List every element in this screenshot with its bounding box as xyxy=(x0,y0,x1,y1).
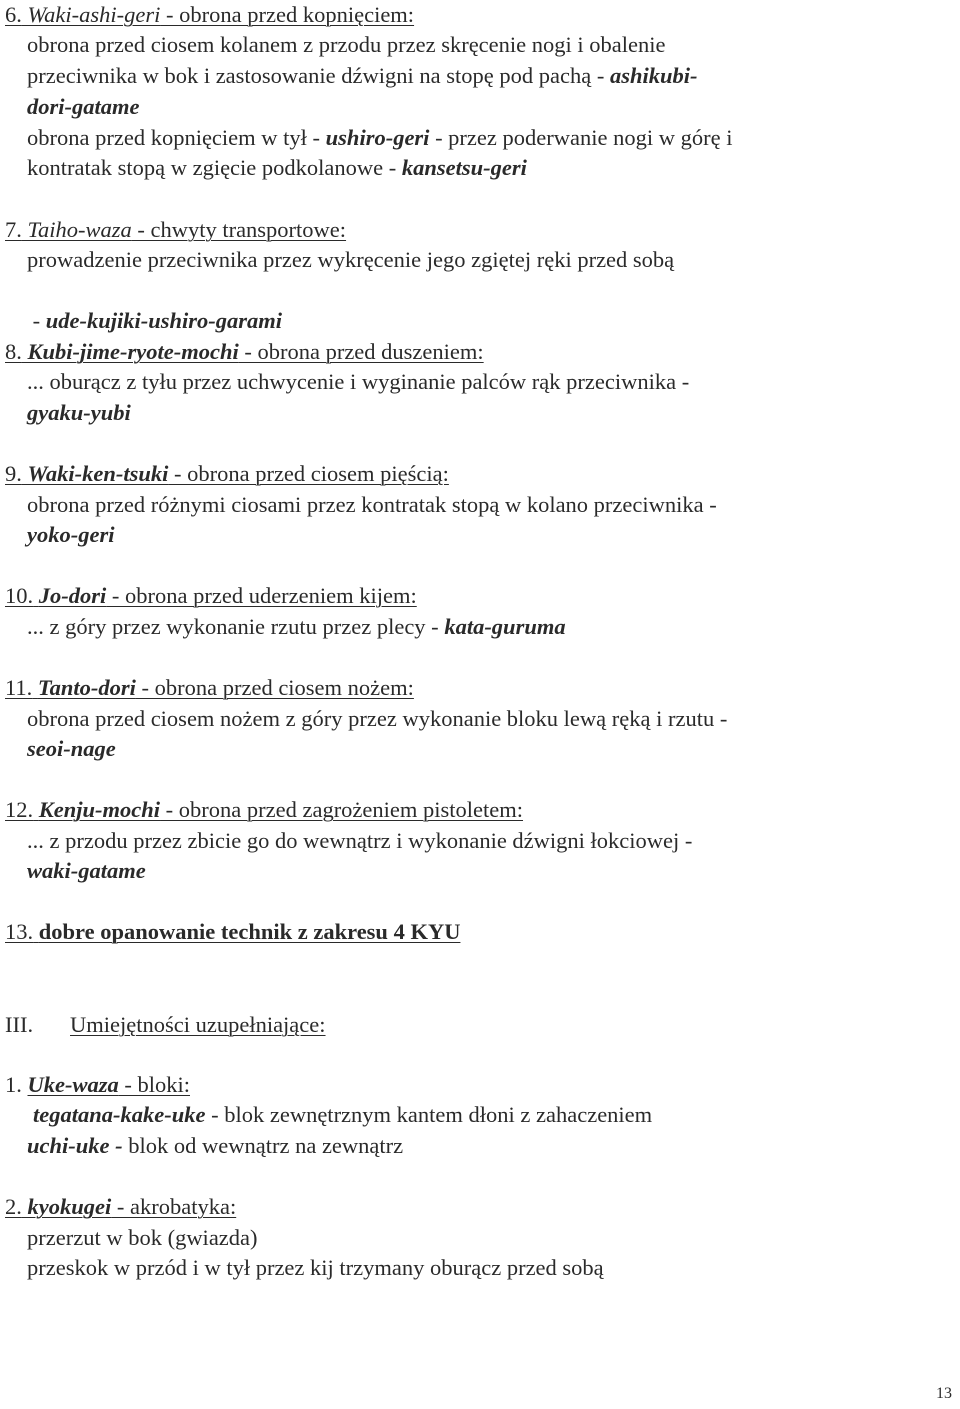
sub-1-line-2 xyxy=(27,1131,960,1161)
body-text: - przez poderwanie nogi w górę i xyxy=(429,125,733,150)
technique-term: tegatana-kake-uke xyxy=(33,1102,206,1127)
item-number: 9. xyxy=(5,461,22,486)
item-number: 10. xyxy=(5,583,34,608)
sub-1-heading xyxy=(5,1070,960,1100)
item-number: 6. xyxy=(5,2,22,27)
technique-term: kansetsu-geri xyxy=(401,155,527,180)
body-text: kontratak stopą w zgięcie podkolanowe - xyxy=(27,155,402,180)
item-12-heading-text xyxy=(5,797,523,822)
body-text: blok od wewnątrz na zewnątrz xyxy=(122,1133,404,1158)
body-text: - blok zewnętrznym kantem dłoni z zahaczeniem xyxy=(205,1102,653,1127)
technique-name: Jo-dori xyxy=(38,583,107,608)
body-text: obrona przed kopnięciem w tył - xyxy=(27,125,326,150)
technique-term: kata-guruma xyxy=(444,614,566,639)
technique-term: uchi-uke - xyxy=(27,1133,123,1158)
item-6-heading-text xyxy=(5,2,414,27)
body-text: przeciwnika w bok i zastosowanie dźwigni na stopę pod pachą - xyxy=(27,63,610,88)
sub-1-line-1 xyxy=(33,1100,960,1130)
item-7-heading-text xyxy=(5,217,346,242)
heading-description: - bloki: xyxy=(118,1072,190,1097)
technique-name: kyokugei xyxy=(27,1194,112,1219)
item-10-line-1 xyxy=(27,612,960,642)
heading-description: - obrona przed kopnięciem: xyxy=(160,2,415,27)
item-12-heading xyxy=(5,795,960,825)
section-title xyxy=(70,1010,960,1040)
heading-description: - chwyty transportowe: xyxy=(131,217,347,242)
item-8-line-2 xyxy=(27,398,960,428)
technique-name: Kenju-mochi xyxy=(38,797,161,822)
item-11-line-2 xyxy=(27,734,960,764)
item-13-heading-text xyxy=(5,919,460,944)
page-number: 13 xyxy=(936,1385,952,1402)
item-12-line-2 xyxy=(27,856,960,886)
item-7-heading xyxy=(5,215,960,245)
item-6-heading xyxy=(5,0,960,30)
item-13-text: dobre opanowanie technik z zakresu 4 KYU xyxy=(38,919,461,944)
item-8-line-1: ... oburącz z tyłu przez uchwycenie i wyginanie palców rąk przeciwnika - xyxy=(27,369,690,394)
item-7-line-1: prowadzenie przeciwnika przez wykręcenie jego zgiętej ręki przed sobą xyxy=(27,247,675,272)
technique-name: Taiho-waza xyxy=(27,217,132,242)
item-11-heading xyxy=(5,673,960,703)
item-number: 7. xyxy=(5,217,22,242)
item-10-heading xyxy=(5,581,960,611)
section-title-text: Umiejętności uzupełniające: xyxy=(70,1012,326,1037)
item-11-heading-text xyxy=(5,675,414,700)
item-8-heading xyxy=(5,337,960,367)
sub-2-line-2: przeskok w przód i w tył przez kij trzymany oburącz przed sobą xyxy=(27,1255,604,1280)
technique-term: seoi-nage xyxy=(27,736,116,761)
heading-description: - obrona przed ciosem pięścią: xyxy=(168,461,449,486)
technique-term: yoko-geri xyxy=(27,522,115,547)
section-number: III. xyxy=(5,1012,34,1037)
heading-description: - obrona przed zagrożeniem pistoletem: xyxy=(160,797,524,822)
body-text: - xyxy=(27,308,46,333)
technique-name: Uke-waza xyxy=(27,1072,119,1097)
item-11-line-1: obrona przed ciosem nożem z góry przez wykonanie bloku lewą ręką i rzutu - xyxy=(27,706,728,731)
sub-2-line-1: przerzut w bok (gwiazda) xyxy=(27,1225,258,1250)
item-12-line-1: ... z przodu przez zbicie go do wewnątrz i wykonanie dźwigni łokciowej - xyxy=(27,828,693,853)
technique-term: dori-gatame xyxy=(27,94,140,119)
heading-description: - obrona przed ciosem nożem: xyxy=(135,675,414,700)
technique-term: ashikubi- xyxy=(609,63,698,88)
item-6-line-3 xyxy=(27,92,960,122)
technique-name: Waki-ashi-geri xyxy=(27,2,161,27)
sub-2-heading-text xyxy=(5,1194,236,1219)
technique-term: ushiro-geri xyxy=(325,125,430,150)
item-number: 8. xyxy=(5,339,22,364)
item-number: 12. xyxy=(5,797,34,822)
item-number: 13. xyxy=(5,919,34,944)
body-text: ... z góry przez wykonanie rzutu przez plecy - xyxy=(27,614,445,639)
technique-term: ude-kujiki-ushiro-garami xyxy=(45,308,283,333)
item-6-line-4 xyxy=(27,123,960,153)
heading-description: - obrona przed duszeniem: xyxy=(238,339,484,364)
heading-description: - obrona przed uderzeniem kijem: xyxy=(106,583,417,608)
item-number: 2. xyxy=(5,1194,22,1219)
item-number: 11. xyxy=(5,675,33,700)
heading-description: - akrobatyka: xyxy=(111,1194,237,1219)
item-10-heading-text xyxy=(5,583,417,608)
technique-term: waki-gatame xyxy=(27,858,146,883)
item-9-line-1: obrona przed różnymi ciosami przez kontratak stopą w kolano przeciwnika - xyxy=(27,492,717,517)
technique-term: gyaku-yubi xyxy=(27,400,131,425)
sub-2-heading xyxy=(5,1192,960,1222)
technique-name: Tanto-dori xyxy=(37,675,136,700)
item-number: 1. xyxy=(5,1072,22,1097)
item-6-line-5 xyxy=(27,153,960,183)
item-6-line-1: obrona przed ciosem kolanem z przodu przez skręcenie nogi i obalenie xyxy=(27,32,666,57)
item-7-line-2 xyxy=(27,276,960,333)
item-8-heading-text xyxy=(5,339,484,364)
item-13-heading xyxy=(5,917,960,947)
sub-1-heading-text xyxy=(28,1072,191,1097)
item-9-line-2 xyxy=(27,520,960,550)
item-6-line-2 xyxy=(27,61,960,91)
item-9-heading-text xyxy=(5,461,449,486)
item-9-heading xyxy=(5,459,960,489)
technique-name: Kubi-jime-ryote-mochi xyxy=(27,339,239,364)
technique-name: Waki-ken-tsuki xyxy=(27,461,169,486)
